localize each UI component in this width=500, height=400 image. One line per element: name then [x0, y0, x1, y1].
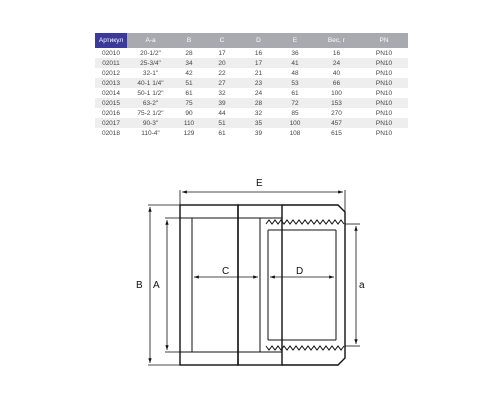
cell-b: 42 — [185, 69, 193, 77]
thread-top — [266, 220, 344, 224]
label-a: A — [153, 280, 160, 291]
cell-e: 100 — [277, 118, 313, 128]
cell-d: 21 — [254, 69, 263, 77]
cell-pn: PN10 — [375, 49, 393, 57]
cell-size: 50-1 1/2" — [137, 89, 164, 97]
cell-weight: 16 — [332, 49, 341, 57]
cell-article: 02013 — [95, 78, 127, 88]
cell-d: 28 — [240, 98, 277, 108]
dimension-labels — [136, 178, 365, 291]
cell-size: 63-2" — [127, 98, 174, 108]
cell-c: 22 — [218, 69, 226, 77]
cell-article: 02015 — [95, 98, 127, 108]
header-article: Артикул — [95, 33, 127, 48]
cell-article: 02018 — [101, 129, 121, 137]
header-size: A-a — [127, 33, 174, 48]
cell-e: 108 — [289, 129, 301, 137]
cell-b: 110 — [174, 118, 204, 128]
cell-c: 51 — [204, 118, 240, 128]
cell-b: 34 — [174, 58, 204, 68]
cell-b: 129 — [183, 129, 195, 137]
cell-b: 61 — [185, 89, 193, 97]
cell-article: 02012 — [101, 69, 121, 77]
cell-size: 32-1" — [142, 69, 159, 77]
cell-weight: 24 — [313, 58, 360, 68]
cell-weight: 100 — [331, 89, 342, 97]
cell-pn: PN10 — [360, 118, 408, 128]
cell-e: 41 — [277, 58, 313, 68]
cell-weight: 457 — [313, 118, 360, 128]
cell-weight: 615 — [331, 129, 342, 137]
header-b: B — [174, 33, 204, 48]
cell-article: 02011 — [95, 58, 127, 68]
cell-weight: 66 — [313, 78, 360, 88]
cell-b: 51 — [174, 78, 204, 88]
cell-size: 40-1 1/4" — [127, 78, 174, 88]
label-c: C — [222, 266, 230, 277]
cell-d: 24 — [254, 89, 263, 97]
cell-c: 17 — [218, 49, 226, 57]
cell-c: 44 — [218, 109, 226, 117]
label-b: B — [136, 280, 143, 291]
cell-weight: 153 — [313, 98, 360, 108]
cell-d: 32 — [254, 109, 263, 117]
cell-e: 72 — [277, 98, 313, 108]
cell-pn: PN10 — [360, 78, 408, 88]
header-c: C — [204, 33, 240, 48]
cell-c: 61 — [218, 129, 226, 137]
header-pn: PN — [360, 33, 408, 48]
cell-e: 53 — [277, 78, 313, 88]
cell-article: 02010 — [101, 49, 121, 57]
cell-e: 85 — [291, 109, 299, 117]
cell-weight: 270 — [331, 109, 342, 117]
label-d: D — [296, 266, 304, 277]
cell-d: 39 — [254, 129, 263, 137]
cell-b: 28 — [185, 49, 193, 57]
cell-pn: PN10 — [375, 89, 393, 97]
cell-pn: PN10 — [375, 109, 393, 117]
cell-e: 61 — [291, 89, 299, 97]
cell-c: 39 — [204, 98, 240, 108]
cell-pn: PN10 — [360, 98, 408, 108]
cell-d: 17 — [240, 58, 277, 68]
cell-e: 36 — [291, 49, 299, 57]
cell-b: 90 — [185, 109, 193, 117]
cell-c: 27 — [204, 78, 240, 88]
cell-size: 90-3" — [127, 118, 174, 128]
cell-c: 32 — [218, 89, 226, 97]
cell-d: 16 — [254, 49, 263, 57]
fitting-body — [180, 205, 345, 365]
header-d: D — [240, 33, 277, 48]
cell-b: 75 — [174, 98, 204, 108]
cell-pn: PN10 — [375, 69, 393, 77]
header-weight: Вес, г — [313, 33, 360, 48]
cell-article: 02016 — [101, 109, 121, 117]
thread-bottom — [266, 346, 344, 350]
label-a-small: a — [359, 280, 365, 291]
cell-article: 02014 — [101, 89, 121, 97]
cell-article: 02017 — [95, 118, 127, 128]
label-e: E — [256, 178, 263, 189]
header-e: E — [277, 33, 313, 48]
cell-d: 35 — [240, 118, 277, 128]
cell-pn: PN10 — [360, 58, 408, 68]
cell-pn: PN10 — [375, 129, 393, 137]
cell-weight: 40 — [332, 69, 341, 77]
cell-size: 110-4" — [141, 129, 160, 137]
cell-e: 48 — [291, 69, 299, 77]
cell-size: 20-1/2" — [140, 49, 161, 57]
cell-size: 75-2 1/2" — [137, 109, 164, 117]
cell-c: 20 — [204, 58, 240, 68]
cell-size: 25-3/4" — [127, 58, 174, 68]
cell-d: 23 — [240, 78, 277, 88]
